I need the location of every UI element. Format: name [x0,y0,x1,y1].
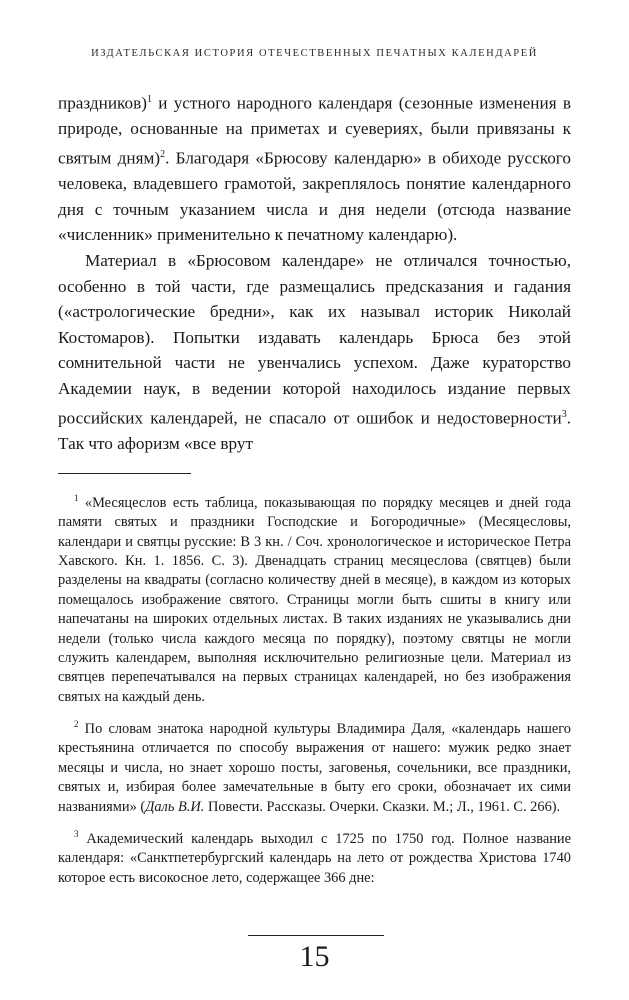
text-run: Материал в «Брюсовом календаре» не отличался точностью, особенно в той части, где размещались предсказания и гадания («астрологические бредни», как их называл историк Николай Костомаров). Попытки издавать календарь Брюса без этой сомнительной части не увенчались успехом. Даже кураторство Академии наук, в ведении которой находилось издание первых российских календарей, не спасало от ошибок и недостоверности [58,251,571,428]
paragraph-2 [58,248,571,456]
footnote-ref: 2 [160,148,166,160]
footnote-2 [58,715,571,817]
main-text [58,87,571,457]
footnote-ref: 3 [561,408,567,420]
author-name: Даль В.И. [145,798,205,815]
footnote-ref: 2 [74,719,79,730]
footnote-ref: 1 [74,493,79,503]
text-run: По словам знатока народной культуры Владимира Даля, «календарь нашего крестьянина отличается по способу выражения от нашего: мужик редко знает месяцы и числа, но знает хорошо посты, заговенья, сочельники, все праздники, святых и, избирая более замечательные в быту его сроки, обозначает их сими названиями» ( [58,721,571,815]
paragraph-1 [58,87,571,248]
text-run: . Благодаря «Брюсову календарю» в обиходе русского человека, владевшего грамотой, закреплялось понятие календарного дня с точным указанием числа и дня недели (отсюда название «численник» применительно к печатному календарю). [58,148,571,245]
footnote-separator [58,473,191,474]
page-number: 15 [299,940,330,973]
footnote-3 [58,825,571,888]
text-run: праздников) [58,93,147,113]
text-run: и устного народного календаря (сезонные изменения в природе, основанные на приметах и суевериях, были привязаны к святым дням) [58,93,571,168]
text-run: «Месяцеслов есть таблица, показывающая по порядку месяцев и дней года памяти святых и праздники Господские и Богородичные» (Месяцесловы, календари и святцы русские: В 3 кн. / Соч. хронологическое и историческое Петра Хавского. Кн. 1. 1856. С. 3). Двенадцать страниц месяцеслова (святцев) были разделены на квадраты (согласно количеству дней в месяце), в каждом из которых помещалось изображение святого. Страницы могли быть сшиты в книгу или напечатаны на широких отдельных листах. В таких изданиях не указывались дни недели (только числа каждого месяца по порядку), поэтому святцы не могли служить календарем, выполняя исключительно религиозные цели. Материал из святцев перепечатывался на первых страницах календарей, но без изображения святых на каждый день. [58,494,571,705]
text-run: . Так что афоризм «все врут [58,408,571,453]
running-head: ИЗДАТЕЛЬСКАЯ ИСТОРИЯ ОТЕЧЕСТВЕННЫХ ПЕЧАТНЫХ КАЛЕНДАРЕЙ [91,48,538,59]
footnote-ref: 1 [146,94,152,105]
text-run: Академический календарь выходил с 1725 по 1750 год. Полное название календаря: «Санктпетербургский календарь на лето от рождества Христова 1740 которое есть високосное лето, содержащее 366 дне: [58,830,571,886]
footnotes [58,489,571,896]
footnote-ref: 3 [74,829,79,840]
text-run: Повести. Рассказы. Очерки. Сказки. М.; Л., 1961. С. 266). [204,798,561,815]
footnote-1 [58,489,571,707]
page-number-rule [248,935,384,936]
